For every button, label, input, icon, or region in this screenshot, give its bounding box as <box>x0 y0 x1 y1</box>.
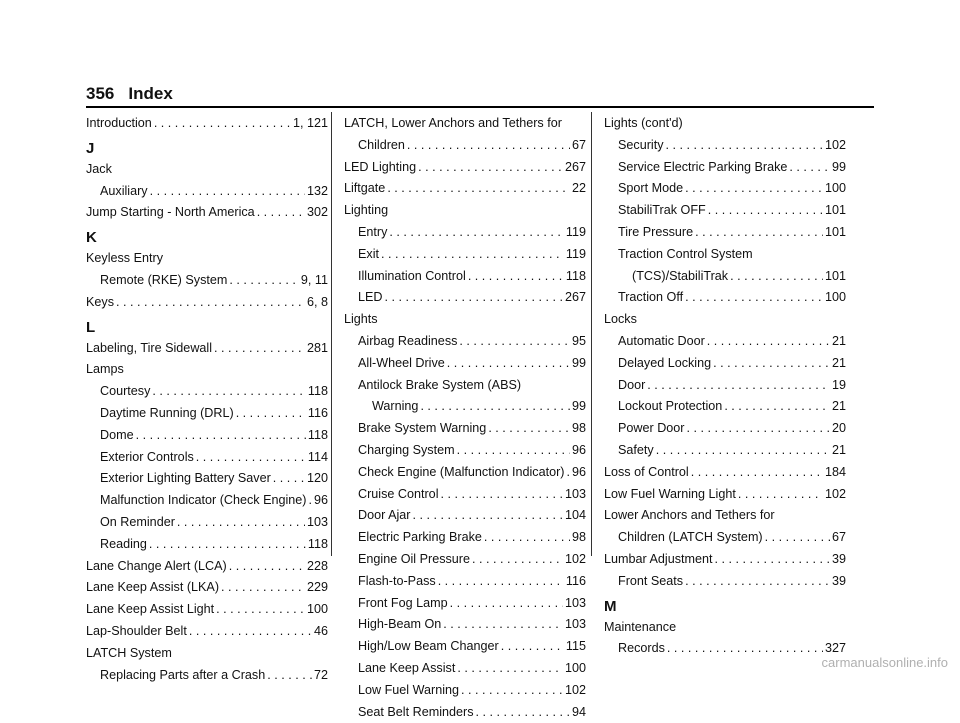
index-entry <box>86 181 328 203</box>
index-entry <box>86 425 328 447</box>
index-entry <box>604 266 846 288</box>
index-entry <box>604 527 846 549</box>
leader-dots <box>457 440 570 462</box>
entry-page: 98 <box>571 530 586 545</box>
entry-text: Tire Pressure <box>618 224 694 239</box>
index-entry <box>604 222 846 244</box>
leader-dots <box>450 593 563 615</box>
index-entry <box>86 202 328 224</box>
entry-text: Flash-to-Pass <box>358 573 436 588</box>
index-column-2 <box>344 113 586 723</box>
index-entry <box>344 680 586 702</box>
leader-dots <box>443 614 563 636</box>
leader-dots <box>221 577 305 599</box>
entry-text: Lane Keep Assist (LKA) <box>86 580 220 595</box>
entry-text: Lumbar Adjustment <box>604 551 713 566</box>
index-entry <box>604 178 846 200</box>
section-letter: L <box>86 318 96 336</box>
leader-dots <box>685 178 823 200</box>
index-entry <box>344 549 586 571</box>
index-entry <box>604 157 846 179</box>
leader-dots <box>461 680 563 702</box>
index-entry <box>86 113 328 135</box>
entry-page: 101 <box>824 203 846 218</box>
page-title: Index <box>128 84 173 103</box>
entry-text: Auxiliary <box>100 183 148 198</box>
index-column-1 <box>86 113 328 686</box>
leader-dots <box>687 418 830 440</box>
entry-page: 114 <box>307 449 328 464</box>
entry-text: Loss of Control <box>604 464 689 479</box>
entry-page: 102 <box>564 682 586 697</box>
entry-text: Jump Starting - North America <box>86 205 255 220</box>
leader-dots <box>116 292 305 314</box>
entry-text: Door <box>618 377 646 392</box>
entry-text: (TCS)/StabiliTrak <box>632 268 729 283</box>
index-entry <box>86 248 328 270</box>
column-divider <box>591 112 592 556</box>
section-letter: K <box>86 229 97 247</box>
leader-dots <box>418 157 563 179</box>
entry-text: LED Lighting <box>344 159 417 174</box>
entry-page: 132 <box>306 183 328 198</box>
entry-text: Electric Parking Brake <box>358 530 482 545</box>
entry-text: Door Ajar <box>358 508 411 523</box>
entry-text: Lane Keep Assist <box>358 660 456 675</box>
entry-page: 100 <box>824 290 846 305</box>
entry-page: 96 <box>571 464 586 479</box>
entry-page: 115 <box>565 639 586 654</box>
index-entry <box>604 287 846 309</box>
entry-text: Lane Keep Assist Light <box>86 602 215 617</box>
index-entry <box>86 447 328 469</box>
leader-dots <box>685 287 823 309</box>
entry-text: Introduction <box>86 116 152 130</box>
entry-text: Exterior Lighting Battery Saver <box>100 471 271 486</box>
entry-page: 39 <box>831 551 846 566</box>
entry-text: Liftgate <box>344 181 386 196</box>
entry-page: 103 <box>564 595 586 610</box>
leader-dots <box>229 556 305 578</box>
entry-page: 302 <box>306 205 328 220</box>
entry-page: 102 <box>824 137 846 152</box>
index-entry <box>86 512 328 534</box>
entry-page: 95 <box>571 333 586 348</box>
entry-page: 229 <box>306 580 328 595</box>
entry-text: Power Door <box>618 421 685 436</box>
index-entry <box>604 375 846 397</box>
entry-page: 46 <box>313 623 328 638</box>
index-entry <box>344 593 586 615</box>
entry-text: Remote (RKE) System <box>100 272 228 287</box>
entry-text: Lamps <box>86 362 124 377</box>
leader-dots <box>724 396 830 418</box>
entry-page: 72 <box>313 667 328 682</box>
leader-dots <box>216 599 305 621</box>
entry-text: Traction Control System <box>618 246 753 261</box>
leader-dots <box>707 331 830 353</box>
leader-dots <box>309 490 312 512</box>
index-entry <box>344 353 586 375</box>
index-entry <box>86 403 328 425</box>
leader-dots <box>765 527 830 549</box>
index-entry <box>86 270 328 292</box>
entry-page: 21 <box>831 399 846 414</box>
entry-page: 116 <box>565 573 586 588</box>
entry-page: 1, 121 <box>292 116 328 130</box>
entry-page: 100 <box>824 181 846 196</box>
entry-text: Keyless Entry <box>86 251 163 266</box>
leader-dots <box>472 549 563 571</box>
entry-text: Lights (cont'd) <box>604 116 683 130</box>
entry-text: Dome <box>100 427 134 442</box>
entry-page: 120 <box>306 471 328 486</box>
entry-text: Children (LATCH System) <box>618 530 763 545</box>
entry-text: Exit <box>358 246 379 261</box>
leader-dots <box>667 638 823 660</box>
leader-dots <box>730 266 823 288</box>
index-entry <box>604 353 846 375</box>
entry-text: Keys <box>86 294 114 309</box>
leader-dots <box>738 484 823 506</box>
entry-page: 96 <box>313 493 328 508</box>
leader-dots <box>656 440 830 462</box>
entry-text: Low Fuel Warning Light <box>604 486 736 501</box>
index-entry <box>604 617 846 639</box>
leader-dots <box>152 381 306 403</box>
leader-dots <box>177 512 305 534</box>
index-entry <box>344 396 586 418</box>
index-entry <box>86 490 328 512</box>
entry-text: Maintenance <box>604 619 677 634</box>
leader-dots <box>136 425 306 447</box>
entry-text: Cruise Control <box>358 486 439 501</box>
index-entry <box>344 418 586 440</box>
leader-dots <box>189 621 312 643</box>
entry-text: High-Beam On <box>358 617 442 632</box>
leader-dots <box>196 447 306 469</box>
header-rule <box>86 106 874 108</box>
index-entry <box>344 614 586 636</box>
entry-page: 102 <box>564 551 586 566</box>
entry-page: 103 <box>306 514 328 529</box>
entry-text: Delayed Locking <box>618 355 712 370</box>
index-entry <box>86 359 328 381</box>
index-entry <box>86 643 328 665</box>
entry-text: Front Seats <box>618 573 684 588</box>
leader-dots <box>708 200 823 222</box>
leader-dots <box>236 403 306 425</box>
entry-page: 21 <box>831 333 846 348</box>
index-entry <box>344 462 586 484</box>
index-entry <box>344 244 586 266</box>
leader-dots <box>789 157 830 179</box>
entry-text: Seat Belt Reminders <box>358 704 474 719</box>
entry-page: 228 <box>306 558 328 573</box>
entry-page: 118 <box>307 384 328 399</box>
entry-text: On Reminder <box>100 514 175 529</box>
entry-text: Charging System <box>358 442 455 457</box>
entry-page: 99 <box>571 399 586 414</box>
index-entry <box>344 178 586 200</box>
entry-page: 39 <box>831 573 846 588</box>
leader-dots <box>666 135 823 157</box>
entry-page: 104 <box>564 508 586 523</box>
index-entry <box>604 638 846 660</box>
entry-text: Locks <box>604 312 637 327</box>
index-entry <box>344 571 586 593</box>
entry-page: 67 <box>571 137 586 152</box>
index-entry <box>344 222 586 244</box>
index-entry <box>344 702 586 723</box>
leader-dots <box>484 527 570 549</box>
entry-text: Illumination Control <box>358 268 466 283</box>
index-entry <box>604 549 846 571</box>
entry-text: Traction Off <box>618 290 684 305</box>
index-entry <box>86 599 328 621</box>
index-entry <box>86 381 328 403</box>
entry-text: All-Wheel Drive <box>358 355 445 370</box>
leader-dots <box>695 222 823 244</box>
index-entry <box>604 135 846 157</box>
index-entry <box>344 200 586 222</box>
entry-text: LATCH, Lower Anchors and Tethers for <box>344 116 562 130</box>
leader-dots <box>438 571 564 593</box>
index-entry <box>86 159 328 181</box>
entry-text: Check Engine (Malfunction Indicator) <box>358 464 565 479</box>
entry-text: Lap-Shoulder Belt <box>86 623 187 638</box>
index-entry <box>86 338 328 360</box>
entry-text: Jack <box>86 161 112 176</box>
entry-page: 94 <box>571 704 586 719</box>
leader-dots <box>457 658 563 680</box>
entry-text: Lighting <box>344 203 389 218</box>
leader-dots <box>468 266 564 288</box>
entry-page: 118 <box>307 427 328 442</box>
entry-text: Children <box>358 137 405 152</box>
entry-page: 6, 8 <box>306 294 328 309</box>
index-entry <box>344 658 586 680</box>
leader-dots <box>420 396 570 418</box>
index-entry <box>344 157 586 179</box>
leader-dots <box>229 270 299 292</box>
entry-text: Sport Mode <box>618 181 684 196</box>
entry-page: 21 <box>831 355 846 370</box>
entry-text: Records <box>618 641 665 656</box>
entry-text: Entry <box>358 224 388 239</box>
index-entry <box>604 462 846 484</box>
entry-text: Brake System Warning <box>358 421 487 436</box>
index-entry <box>86 665 328 687</box>
index-entry <box>86 577 328 599</box>
index-entry <box>344 113 586 135</box>
entry-text: Lower Anchors and Tethers for <box>604 508 775 523</box>
leader-dots <box>150 181 305 203</box>
index-entry <box>604 200 846 222</box>
entry-page: 101 <box>824 224 846 239</box>
entry-text: High/Low Beam Changer <box>358 639 499 654</box>
leader-dots <box>715 549 830 571</box>
index-entry <box>344 309 586 331</box>
leader-dots <box>413 505 563 527</box>
entry-text: Antilock Brake System (ABS) <box>358 377 522 392</box>
entry-page: 102 <box>824 486 846 501</box>
leader-dots <box>647 375 830 397</box>
entry-text: LATCH System <box>86 645 172 660</box>
entry-page: 99 <box>831 159 846 174</box>
entry-page: 184 <box>824 464 846 479</box>
entry-page: 96 <box>571 442 586 457</box>
index-entry <box>604 113 846 135</box>
leader-dots <box>691 462 823 484</box>
index-entry <box>344 636 586 658</box>
leader-dots <box>459 331 570 353</box>
entry-text: Labeling, Tire Sidewall <box>86 340 213 355</box>
index-entry <box>86 534 328 556</box>
entry-page: 118 <box>565 268 586 283</box>
entry-text: Courtesy <box>100 384 151 399</box>
leader-dots <box>389 222 564 244</box>
index-entry <box>604 396 846 418</box>
entry-page: 281 <box>306 340 328 355</box>
section-letter: J <box>86 139 95 157</box>
leader-dots <box>385 287 563 309</box>
index-column-3 <box>604 113 846 660</box>
watermark: carmanualsonline.info <box>821 655 948 670</box>
entry-text: Engine Oil Pressure <box>358 551 470 566</box>
index-entry <box>604 418 846 440</box>
entry-page: 21 <box>831 442 846 457</box>
entry-text: Security <box>618 137 664 152</box>
entry-page: 101 <box>824 268 846 283</box>
entry-page: 103 <box>564 486 586 501</box>
index-entry <box>86 621 328 643</box>
entry-text: Lane Change Alert (LCA) <box>86 558 227 573</box>
leader-dots <box>488 418 570 440</box>
index-entry <box>86 556 328 578</box>
entry-text: Low Fuel Warning <box>358 682 460 697</box>
entry-text: Replacing Parts after a Crash <box>100 667 266 682</box>
entry-page: 103 <box>564 617 586 632</box>
leader-dots <box>407 135 570 157</box>
index-entry <box>344 440 586 462</box>
index-entry <box>344 505 586 527</box>
index-entry <box>344 287 586 309</box>
index-entry <box>344 331 586 353</box>
leader-dots <box>441 484 563 506</box>
entry-page: 119 <box>565 224 586 239</box>
entry-page: 9, 11 <box>300 272 328 287</box>
index-entry <box>604 440 846 462</box>
leader-dots <box>273 468 305 490</box>
index-entry <box>604 571 846 593</box>
entry-text: StabiliTrak OFF <box>618 203 706 218</box>
entry-page: 100 <box>306 602 328 617</box>
entry-text: Reading <box>100 536 147 551</box>
leader-dots <box>501 636 564 658</box>
entry-text: Front Fog Lamp <box>358 595 448 610</box>
page-header <box>86 84 173 104</box>
index-entry <box>86 468 328 490</box>
entry-page: 20 <box>831 421 846 436</box>
entry-page: 99 <box>571 355 586 370</box>
entry-page: 19 <box>831 377 846 392</box>
entry-text: Warning <box>372 399 419 414</box>
page-number: 356 <box>86 84 115 103</box>
index-entry <box>86 292 328 314</box>
entry-text: Exterior Controls <box>100 449 194 464</box>
entry-page: 116 <box>307 405 328 420</box>
entry-page: 118 <box>307 536 328 551</box>
index-entry <box>604 244 846 266</box>
leader-dots <box>267 665 312 687</box>
leader-dots <box>154 113 291 135</box>
index-entry <box>344 484 586 506</box>
index-entry <box>604 484 846 506</box>
entry-text: Automatic Door <box>618 333 705 348</box>
entry-text: LED <box>358 290 383 305</box>
entry-text: Lockout Protection <box>618 399 723 414</box>
leader-dots <box>447 353 570 375</box>
index-entry <box>604 505 846 527</box>
entry-text: Daytime Running (DRL) <box>100 405 234 420</box>
entry-page: 327 <box>824 641 846 656</box>
section-letter: M <box>604 597 617 615</box>
leader-dots <box>685 571 830 593</box>
index-entry <box>344 135 586 157</box>
entry-text: Airbag Readiness <box>358 333 458 348</box>
index-entry <box>604 331 846 353</box>
entry-text: Service Electric Parking Brake <box>618 159 788 174</box>
column-divider <box>331 112 332 556</box>
index-entry <box>604 309 846 331</box>
leader-dots <box>567 462 570 484</box>
entry-page: 98 <box>571 421 586 436</box>
leader-dots <box>713 353 830 375</box>
leader-dots <box>149 534 306 556</box>
index-entry <box>344 375 586 397</box>
leader-dots <box>476 702 570 723</box>
index-entry <box>344 527 586 549</box>
entry-page: 100 <box>564 660 586 675</box>
entry-text: Malfunction Indicator (Check Engine) <box>100 493 307 508</box>
entry-page: 67 <box>831 530 846 545</box>
entry-text: Lights <box>344 312 378 327</box>
entry-text: Safety <box>618 442 654 457</box>
leader-dots <box>381 244 564 266</box>
entry-page: 267 <box>564 290 586 305</box>
leader-dots <box>257 202 305 224</box>
leader-dots <box>214 338 305 360</box>
leader-dots <box>387 178 570 200</box>
entry-page: 119 <box>565 246 586 261</box>
index-entry <box>344 266 586 288</box>
entry-page: 267 <box>564 159 586 174</box>
entry-page: 22 <box>571 181 586 196</box>
